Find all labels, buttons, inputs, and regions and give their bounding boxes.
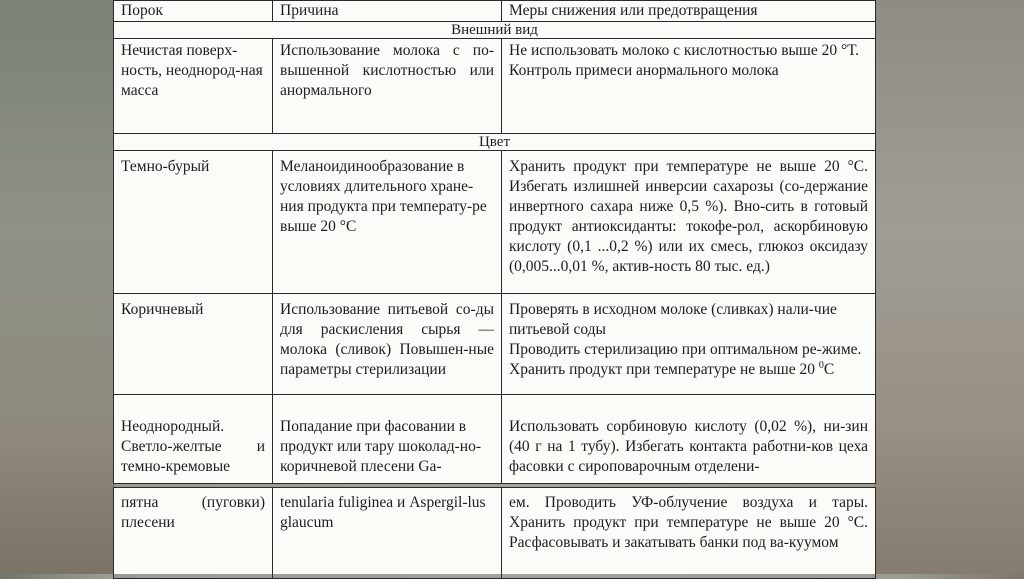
table-page-continuation [113,487,875,574]
header-row [114,1,876,22]
measures-cell: Не использовать молоко с кислотностью выше 20 °Т. Контроль примеси анормального молока [502,39,876,134]
defect-cell: пятна (пуговки) плесени [114,488,273,579]
table-page-top [113,0,875,484]
defect-cell: Темно-бурый [114,151,273,294]
table-row [114,395,876,484]
table-row [114,488,876,579]
defect-cell: Коричневый [114,294,273,395]
defect-cell: Нечистая поверх-ность, неоднород-ная масса [114,39,273,134]
cause-cell: Использование питьевой со-ды для раскисления сырья — молока (сливок) Повышен-ные параметры стерилизации [273,294,502,395]
continuation-table [113,487,876,579]
table-row [114,39,876,134]
measures-cell: Использовать сорбиновую кислоту (0,02 %), ни-зин (40 г на 1 тубу). Избегать контакта работни-ков цеха фасовки с сироповарочным отделени- [502,395,876,484]
measures-cell [502,294,876,395]
defects-table [113,0,876,484]
background-right [874,0,1024,574]
cause-cell: tenularia fuliginea и Aspergil-lus glaucum [273,488,502,579]
degree-sup: 0 [818,359,824,371]
measures-unit: С [823,361,835,378]
measures-line: Проверять в исходном молоке (сливках) нали-чие питьевой соды [509,301,837,338]
section-appearance: Внешний вид [114,22,876,39]
section-row-color [114,134,876,151]
cause-cell: Меланоидинообразование в условиях длительного хране-ния продукта при температу-ре выше 20 °С [273,151,502,294]
background-left [0,0,115,574]
measures-line: Проводить стерилизацию при оптимальном ре-жиме. Хранить продукт при температуре не выше 20 [509,341,862,378]
header-measures: Меры снижения или предотвращения [502,1,876,22]
table-row [114,151,876,294]
header-defect: Порок [114,1,273,22]
section-color: Цвет [114,134,876,151]
measures-cell: Хранить продукт при температуре не выше 20 °С. Избегать излишней инверсии сахарозы (со-держание инвертного сахара ниже 0,5 %). Вно-сить в готовый продукт антиоксиданты: токофе-рол, аскорбиновую кислоту (0,1 ...0,2 %) или их смесь, глюкоз оксидазу (0,005...0,01 %, актив-ность 80 тыс. ед.) [502,151,876,294]
cause-cell: Использование молока с по-вышенной кислотностью или анормального [273,39,502,134]
defect-cell: Неоднородный. Светло-желтые и темно-кремовые [114,395,273,484]
cause-cell: Попадание при фасовании в продукт или тару шоколад-но- коричневой плесени Ga- [273,395,502,484]
table-row [114,294,876,395]
measures-cell: ем. Проводить УФ-облучение воздуха и тары. Хранить продукт при температуре не выше 20 °С. Расфасовывать и закатывать банки под ва-куумом [502,488,876,579]
header-cause: Причина [273,1,502,22]
section-row-appearance [114,22,876,39]
